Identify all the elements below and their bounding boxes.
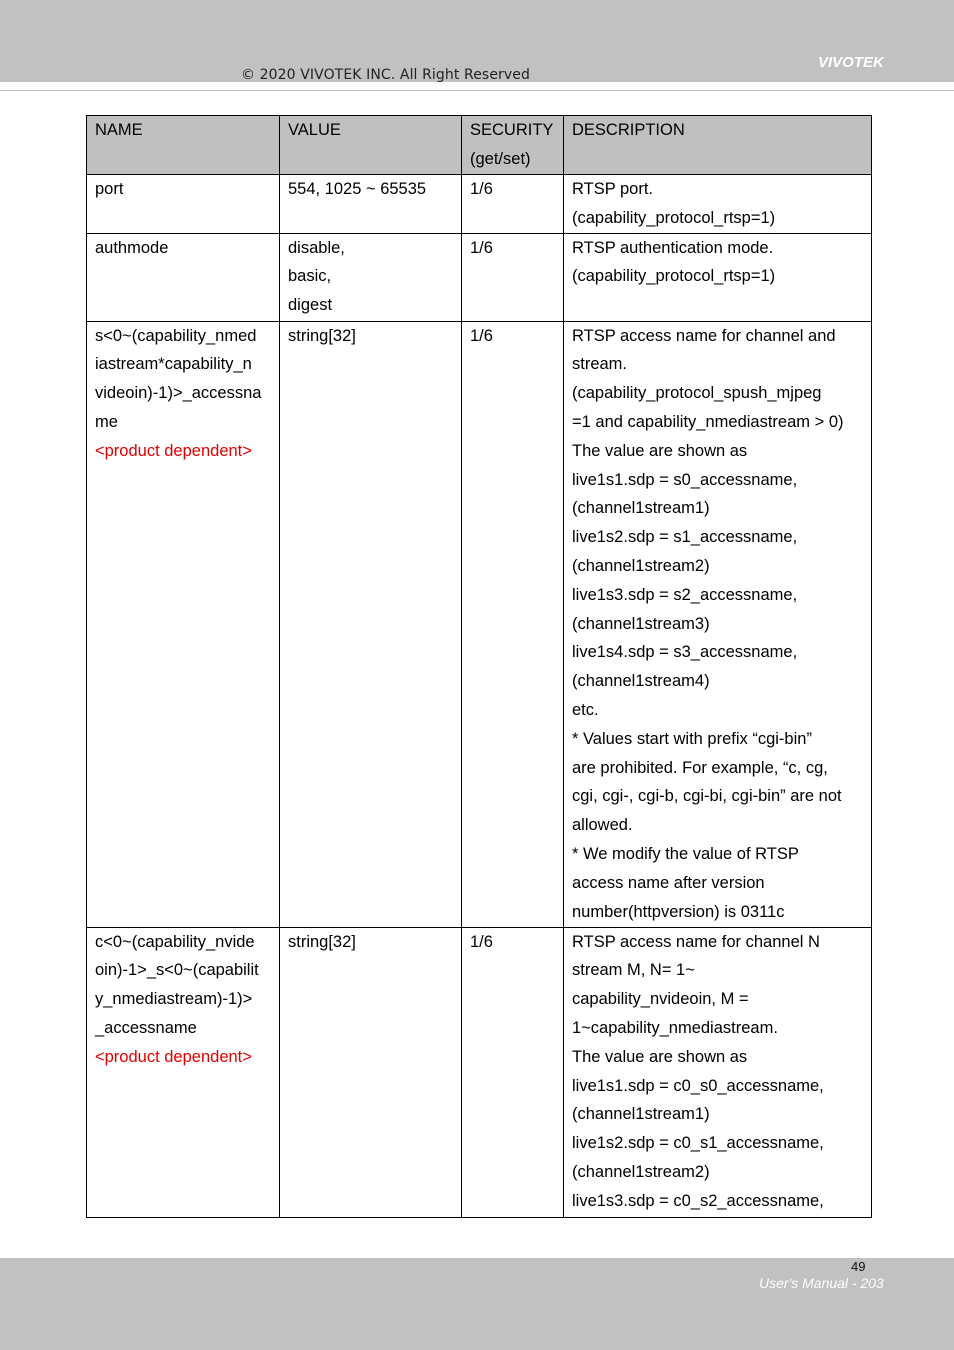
cell-security: 1/6	[462, 321, 564, 927]
cell-value: disable, basic, digest	[280, 233, 462, 321]
page-number: 49	[851, 1259, 866, 1274]
table-row	[87, 233, 872, 321]
product-dependent-note: <product dependent>	[95, 441, 252, 460]
column-header-value: VALUE	[280, 116, 462, 175]
column-header-description: DESCRIPTION	[564, 116, 872, 175]
column-header-name: NAME	[87, 116, 280, 175]
footer-band	[0, 1258, 954, 1350]
cell-description: RTSP port. (capability_protocol_rtsp=1)	[564, 175, 872, 234]
cell-description: RTSP authentication mode. (capability_protocol_rtsp=1)	[564, 233, 872, 321]
parameter-table	[86, 115, 872, 1218]
cell-security: 1/6	[462, 233, 564, 321]
cell-security: 1/6	[462, 175, 564, 234]
cell-value: string[32]	[280, 927, 462, 1217]
cell-name: authmode	[87, 233, 280, 321]
manual-page-reference: User's Manual - 203	[759, 1275, 884, 1291]
brand-logo: VIVOTEK	[818, 54, 884, 71]
column-header-security: SECURITY (get/set)	[462, 116, 564, 175]
copyright-text: © 2020 VIVOTEK INC. All Right Reserved	[241, 67, 530, 83]
table-row	[87, 321, 872, 927]
cell-value: 554, 1025 ~ 65535	[280, 175, 462, 234]
cell-value: string[32]	[280, 321, 462, 927]
product-dependent-note: <product dependent>	[95, 1047, 252, 1066]
cell-description: RTSP access name for channel N stream M, N= 1~ capability_nvideoin, M = 1~capability_nmediastream. The value are shown as live1s1.sdp = c0_s0_accessname, (channel1stream1) live1s2.sdp = c0_s1_accessname, (channel1stream2) live1s3.sdp = c0_s2_accessname,	[564, 927, 872, 1217]
table-row	[87, 927, 872, 1217]
cell-name: s<0~(capability_nmed iastream*capability_n videoin)-1)>_accessna me <product dependent>	[87, 321, 280, 927]
header-divider	[0, 90, 954, 91]
cell-description: RTSP access name for channel and stream. (capability_protocol_spush_mjpeg =1 and capability_nmediastream > 0) The value are shown as live1s1.sdp = s0_accessname, (channel1stream1) live1s2.sdp = s1_accessname, (channel1stream2) live1s3.sdp = s2_accessname, (channel1stream3) live1s4.sdp = s3_accessname, (channel1stream4) etc. * Values start with prefix “cgi-bin” are prohibited. For example, “c, cg, cgi, cgi-, cgi-b, cgi-bi, cgi-bin” are not allowed. * We modify the value of RTSP access name after version number(httpversion) is 0311c	[564, 321, 872, 927]
cell-security: 1/6	[462, 927, 564, 1217]
cell-name: c<0~(capability_nvide oin)-1>_s<0~(capabilit y_nmediastream)-1)> _accessname <product dependent>	[87, 927, 280, 1217]
table-row	[87, 175, 872, 234]
table-header-row	[87, 116, 872, 175]
cell-name: port	[87, 175, 280, 234]
